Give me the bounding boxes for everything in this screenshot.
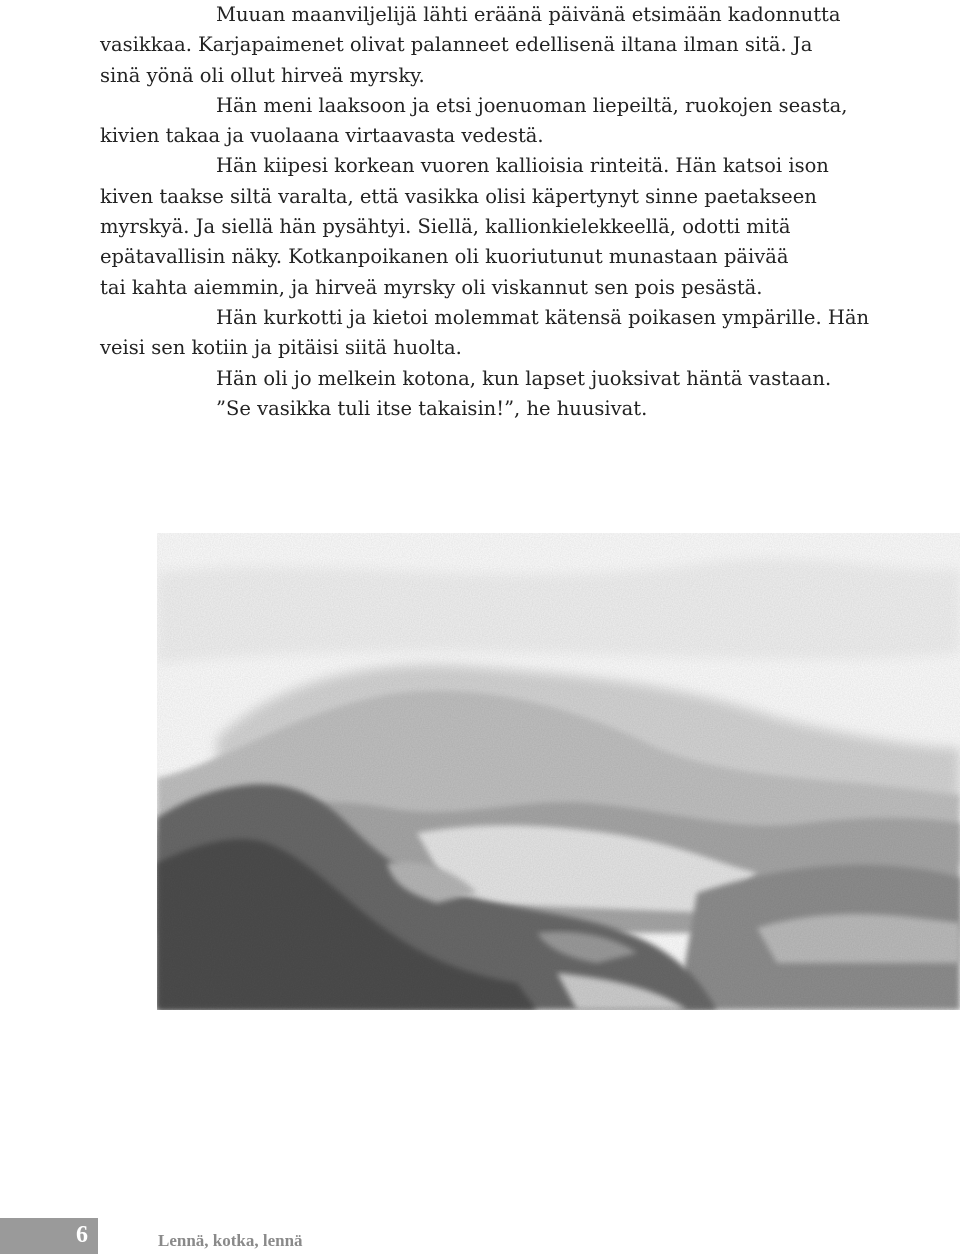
paragraph-3-line-4: epätavallisin näky. Kotkanpoikanen oli kuoriutunut munastaan päivää [100,245,789,269]
paragraph-3 [100,151,958,302]
page-number: 6 [76,1222,88,1248]
paragraph-4 [100,303,958,364]
paragraph-6-line-1: ”Se vasikka tuli itse takaisin!”, he huusivat. [216,396,648,420]
paragraph-2-line-2: kivien takaa ja vuolaana virtaavasta vedestä. [100,124,544,148]
mountain-landscape-illustration [157,533,960,1010]
paragraph-5 [158,364,958,394]
paragraph-1-line-1: Muuan maanviljelijä lähti eräänä päivänä etsimään kadonnutta [216,3,841,26]
paragraph-2 [100,91,958,152]
page-number-box [0,1218,98,1254]
paragraph-1 [100,0,958,91]
paragraph-3-line-1: Hän kiipesi korkean vuoren kallioisia rinteitä. Hän katsoi ison [216,154,829,178]
paragraph-5-line-1: Hän oli jo melkein kotona, kun lapset juoksivat häntä vastaan. [216,366,832,390]
paragraph-2-line-1: Hän meni laaksoon ja etsi joenuoman liepeiltä, ruokojen seasta, [216,93,848,117]
paragraph-3-line-2: kiven taakse siltä varalta, että vasikka olisi käpertynyt sinne paetakseen [100,184,817,208]
watercolor-mountains-image [157,533,960,1010]
paragraph-4-line-1: Hän kurkotti ja kietoi molemmat kätensä poikasen ympärille. Hän [216,305,870,329]
paragraph-1-line-2: vasikkaa. Karjapaimenet olivat palanneet edellisenä iltana ilman sitä. Ja [100,33,813,57]
paragraph-3-line-5: tai kahta aiemmin, ja hirveä myrsky oli viskannut sen pois pesästä. [100,275,763,299]
paragraph-3-line-3: myrskyä. Ja siellä hän pysähtyi. Siellä, kallionkielekkeellä, odotti mitä [100,215,791,239]
paragraph-6 [158,394,958,424]
paragraph-1-line-3: sinä yönä oli ollut hirveä myrsky. [100,63,425,87]
paragraph-4-line-2: veisi sen kotiin ja pitäisi siitä huolta. [100,336,462,360]
book-title-footer: Lennä, kotka, lennä [158,1231,303,1250]
story-text [100,0,958,424]
